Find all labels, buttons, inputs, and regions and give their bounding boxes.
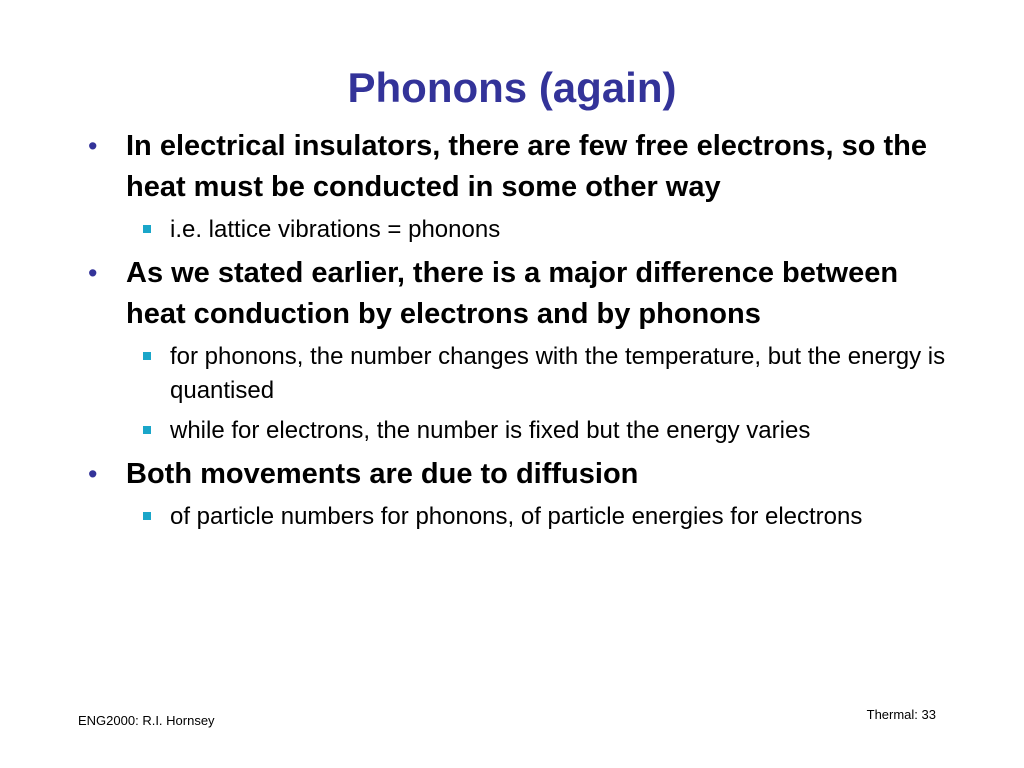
bullet-1-text: In electrical insulators, there are few free electrons, so the heat must be conducted in some other way	[126, 130, 928, 203]
square-bullet-icon	[143, 225, 151, 233]
sub-bullet-2-2-text: while for electrons, the number is fixed but the energy varies	[170, 417, 811, 444]
bullet-dot-icon: •	[88, 258, 98, 288]
bullet-dot-icon: •	[88, 459, 98, 489]
sub-bullet-1-1-text: i.e. lattice vibrations = phonons	[170, 216, 501, 243]
sub-bullet-3-1	[170, 500, 950, 534]
bullet-2-text: As we stated earlier, there is a major difference between heat conduction by electrons and by phonons	[126, 257, 899, 330]
bullet-dot-icon: •	[88, 131, 98, 161]
bullet-3	[88, 454, 946, 495]
sub-bullet-1-1	[170, 213, 950, 247]
sub-bullet-2-1	[170, 340, 950, 408]
footer-page-number: Thermal: 33	[866, 707, 936, 722]
sub-bullet-2-2	[170, 414, 950, 448]
bullet-3-text: Both movements are due to diffusion	[126, 458, 639, 490]
sub-bullet-3-1-text: of particle numbers for phonons, of particle energies for electrons	[170, 503, 863, 530]
bullet-2	[88, 253, 946, 335]
square-bullet-icon	[143, 512, 151, 520]
bullet-1	[88, 126, 946, 208]
slide-title: Phonons (again)	[347, 64, 677, 111]
sub-bullet-2-1-text: for phonons, the number changes with the temperature, but the energy is quantised	[170, 343, 946, 404]
square-bullet-icon	[143, 352, 151, 360]
square-bullet-icon	[143, 426, 151, 434]
footer-course: ENG2000: R.I. Hornsey	[78, 713, 215, 728]
bullet-list	[0, 126, 1024, 540]
